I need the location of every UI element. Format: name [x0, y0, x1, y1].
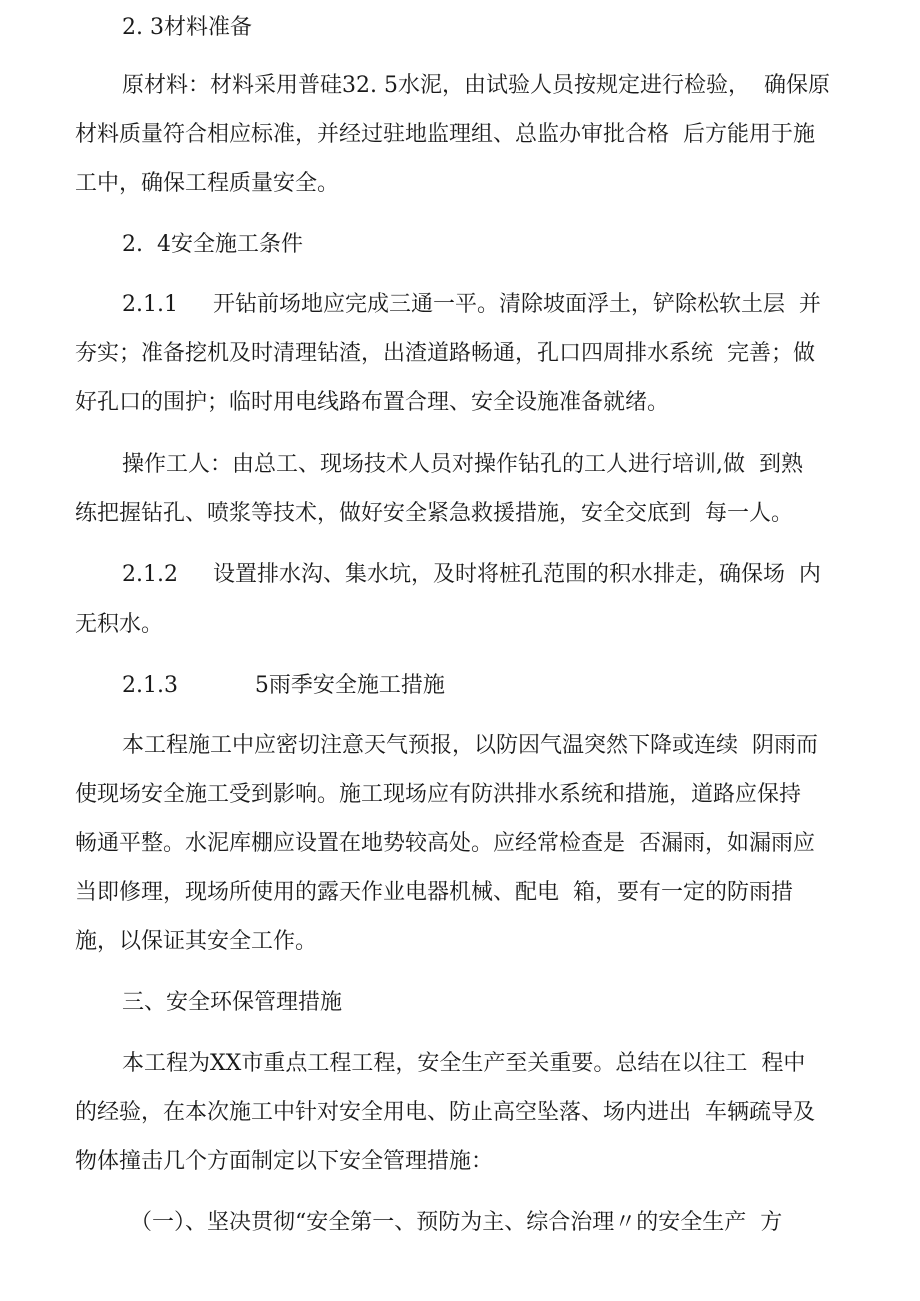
item-2-1-1-line-2: 夯实；准备挖机及时清理钻渣，出渣道路畅通，孔口四周排水系统 完善；做 — [75, 341, 815, 366]
rain-para-line-5: 施，以保证其安全工作。 — [75, 929, 318, 954]
rain-para-line-1: 本工程施工中应密切注意天气预报，以防因气温突然下降或连续 阴雨而 — [122, 733, 818, 758]
rain-para-line-2: 使现场安全施工受到影响。施工现场应有防洪排水系统和措施，道路应保持 — [75, 782, 802, 807]
workers-line-1: 操作工人：由总工、现场技术人员对操作钻孔的工人进行培训,做 到熟 — [122, 452, 803, 477]
section-heading-2-4: 2. 4安全施工条件 — [122, 232, 303, 257]
section-heading-2-3: 2. 3材料准备 — [122, 15, 252, 40]
item-2-1-1-line-3: 好孔口的围护；临时用电线路布置合理、安全设施准备就绪。 — [75, 390, 670, 415]
rain-para-line-4: 当即修理，现场所使用的露天作业电器机械、配电 箱，要有一定的防雨措 — [75, 880, 793, 905]
raw-material-line-3: 工中，确保工程质量安全。 — [75, 171, 340, 196]
section-heading-3: 三、安全环保管理措施 — [122, 990, 343, 1015]
workers-line-2: 练把握钻孔、喷浆等技术，做好安全紧急救援措施，安全交底到 每一人。 — [75, 501, 793, 526]
intro-para-line-3: 物体撞击几个方面制定以下安全管理措施： — [75, 1149, 494, 1174]
item-2-1-2-line-1: 2.1.2 设置排水沟、集水坑，及时将桩孔范围的积水排走，确保场 内 — [122, 562, 821, 587]
raw-material-line-2: 材料质量符合相应标准，并经过驻地监理组、总监办审批合格 后方能用于施 — [75, 122, 815, 147]
item-2-1-2-line-2: 无积水。 — [75, 612, 164, 637]
item-1-line: （一）、坚决贯彻“安全第一、预防为主、综合治理〃的安全生产 方 — [130, 1210, 783, 1235]
item-2-1-1-line-1: 2.1.1 开钻前场地应完成三通一平。清除坡面浮土，铲除松软土层 并 — [122, 292, 821, 317]
rain-para-line-3: 畅通平整。水泥库棚应设置在地势较高处。应经常检查是 否漏雨，如漏雨应 — [75, 831, 815, 856]
intro-para-line-2: 的经验，在本次施工中针对安全用电、防止高空坠落、场内进出 车辆疏导及 — [75, 1100, 815, 1125]
intro-para-line-1: 本工程为XX市重点工程工程，安全生产至关重要。总结在以往工 程中 — [122, 1051, 806, 1076]
raw-material-line-1: 原材料：材料采用普硅32. 5水泥，由试验人员按规定进行检验， 确保原 — [122, 73, 830, 98]
item-2-1-3-heading: 2.1.3 5雨季安全施工措施 — [122, 673, 445, 698]
